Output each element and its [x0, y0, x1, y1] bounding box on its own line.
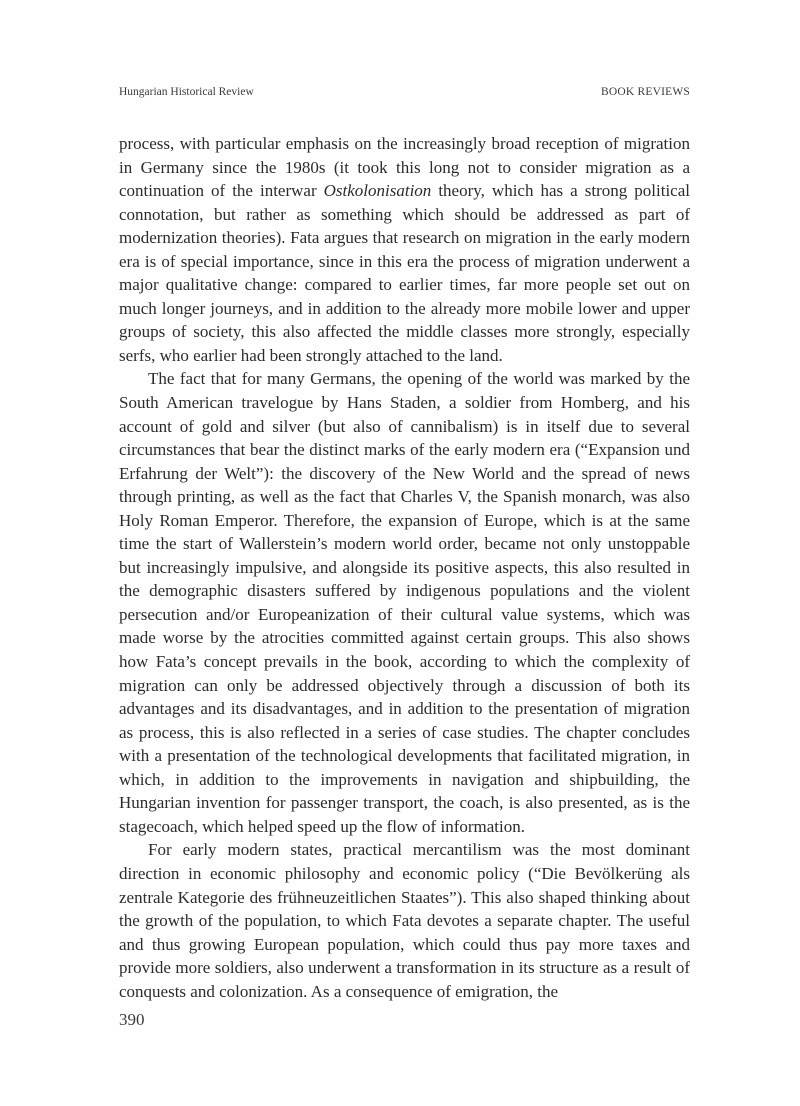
- italic-term: Ostkolonisation: [323, 181, 432, 201]
- paragraph-continuation: [119, 132, 690, 367]
- paragraph: For early modern states, practical mercantilism was the most dominant direction in economic philosophy and economic policy (“Die Bevölkerüng als zentrale Kategorie des frühneuzeitlichen Staates”). This also shaped thinking about the growth of the population, to which Fata devotes a separate chapter. The useful and thus growing European population, which could thus pay more taxes and provide more soldiers, also underwent a transformation in its structure as a result of conquests and colonization. As a consequence of emigration, the: [119, 840, 690, 1001]
- paragraph-text-end: theory, which has a strong political connotation, but rather as something which should be addressed as part of modernization theories). Fata argues that research on migration in the early modern era is of special importance, since in this era the process of migration underwent a major qualitative change: compared to earlier times, far more people set out on much longer journeys, and in addition to the already more mobile lower and upper groups of society, this also affected the middle classes more strongly, especially serfs, who earlier had been strongly attached to the land.: [119, 181, 690, 365]
- page-number: 390: [119, 1010, 145, 1029]
- paragraph-text-start: process, with particular emphasis on the increasingly broad reception of migration in Germany since the 1980s (it took this long not to consider migration as a continuation of the interwar: [119, 134, 690, 201]
- paragraph: The fact that for many Germans, the opening of the world was marked by the South American travelogue by Hans Staden, a soldier from Homberg, and his account of gold and silver (but also of cannibalism) is in itself due to several circumstances that bear the distinct marks of the early modern era (“Expansion und Erfahrung der Welt”): the discovery of the New World and the spread of news through printing, as well as the fact that Charles V, the Spanish monarch, was also Holy Roman Emperor. Therefore, the expansion of Europe, which is at the same time the start of Wallerstein’s modern world order, became not only unstoppable but increasingly impulsive, and alongside its positive aspects, this also resulted in the demographic disasters suffered by indigenous populations and the violent persecution and/or Europeanization of their cultural value systems, which was made worse by the atrocities committed against certain groups. This also shows how Fata’s concept prevails in the book, according to which the complexity of migration can only be addressed objectively through a discussion of both its advantages and its disadvantages, and in addition to the presentation of migration as process, this is also reflected in a series of case studies. The chapter concludes with a presentation of the technological developments that facilitated migration, in which, in addition to the improvements in navigation and shipbuilding, the Hungarian invention for passenger transport, the coach, is also presented, as is the stagecoach, which helped speed up the flow of information.: [119, 369, 690, 836]
- section-title: BOOK REVIEWS: [601, 86, 690, 98]
- journal-title: Hungarian Historical Review: [119, 86, 254, 98]
- article-body: [119, 132, 690, 1003]
- running-header: [119, 86, 690, 102]
